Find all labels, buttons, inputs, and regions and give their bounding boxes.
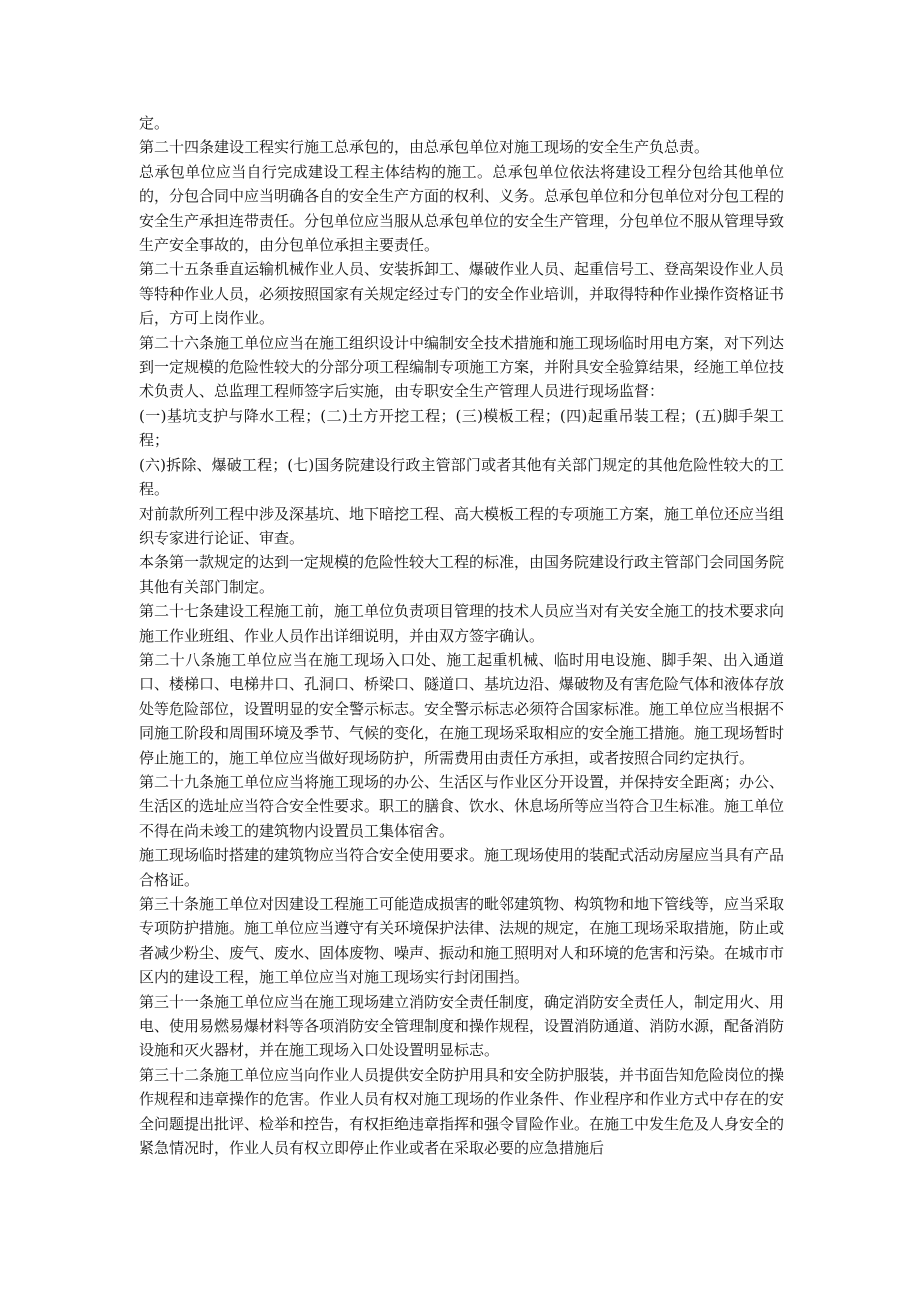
paragraph-list-items-6-7: (六)拆除、爆破工程；(七)国务院建设行政主管部门或者其他有关部门规定的其他危险性较大的工程。 <box>139 455 784 499</box>
paragraph-temporary-buildings: 施工现场临时搭建的建筑物应当符合安全使用要求。施工现场使用的装配式活动房屋应当具有产品合格证。 <box>139 846 785 889</box>
paragraph-article-27: 第二十七条建设工程施工前，施工单位负责项目管理的技术人员应当对有关安全施工的技术要求向施工作业班组、作业人员作出详细说明，并由双方签字确认。 <box>139 602 785 645</box>
paragraph-article-29: 第二十九条施工单位应当将施工现场的办公、生活区与作业区分开设置，并保持安全距离；办公、生活区的选址应当符合安全性要求。职工的膳食、饮水、休息场所等应当符合卫生标准。施工单位不得在尚未竣工的建筑物内设置员工集体宿舍。 <box>139 772 785 840</box>
paragraph-continuation: 定。 <box>139 114 170 132</box>
paragraph-article-25: 第二十五条垂直运输机械作业人员、安装拆卸工、爆破作业人员、起重信号工、登高架设作业人员等特种作业人员，必须按照国家有关规定经过专门的安全作业培训，并取得特种作业操作资格证书后，方可上岗作业。 <box>139 260 785 328</box>
paragraph-list-items-1-5: (一)基坑支护与降水工程；(二)土方开挖工程；(三)模板工程；(四)起重吊装工程；(五)脚手架工程； <box>139 406 784 450</box>
document-page <box>139 111 784 1160</box>
paragraph-article-30: 第三十条施工单位对因建设工程施工可能造成损害的毗邻建筑物、构筑物和地下管线等，应当采取专项防护措施。施工单位应当遵守有关环境保护法律、法规的规定，在施工现场采取措施，防止或者减少粉尘、废气、废水、固体废物、噪声、振动和施工照明对人和环境的危害和污染。在城市市区内的建设工程，施工单位应当对施工现场实行封闭围挡。 <box>139 895 785 987</box>
paragraph-general-contractor: 总承包单位应当自行完成建设工程主体结构的施工。总承包单位依法将建设工程分包给其他单位的，分包合同中应当明确各自的安全生产方面的权利、义务。总承包单位和分包单位对分包工程的安全生产承担连带责任。分包单位应当服从总承包单位的安全生产管理，分包单位不服从管理导致生产安全事故的，由分包单位承担主要责任。 <box>139 162 785 255</box>
paragraph-standard-setting: 本条第一款规定的达到一定规模的危险性较大工程的标准，由国务院建设行政主管部门会同国务院其他有关部门制定。 <box>139 553 785 596</box>
paragraph-article-32: 第三十二条施工单位应当向作业人员提供安全防护用具和安全防护服装，并书面告知危险岗位的操作规程和违章操作的危害。作业人员有权对施工现场的作业条件、作业程序和作业方式中存在的安全问题提出批评、检举和控告，有权拒绝违章指挥和强令冒险作业。在施工中发生危及人身安全的紧急情况时，作业人员有权立即停止作业或者在采取必要的应急措施后 <box>139 1065 785 1158</box>
paragraph-article-26: 第二十六条施工单位应当在施工组织设计中编制安全技术措施和施工现场临时用电方案，对下列达到一定规模的危险性较大的分部分项工程编制专项施工方案，并附具安全验算结果，经施工单位技术负责人、总监理工程师签字后实施，由专职安全生产管理人员进行现场监督： <box>139 333 785 401</box>
paragraph-article-31: 第三十一条施工单位应当在施工现场建立消防安全责任制度，确定消防安全责任人，制定用火、用电、使用易燃易爆材料等各项消防安全管理制度和操作规程，设置消防通道、消防水源，配备消防设施和灭火器材，并在施工现场入口处设置明显标志。 <box>139 992 785 1060</box>
paragraph-article-24: 第二十四条建设工程实行施工总承包的，由总承包单位对施工现场的安全生产负总责。 <box>139 138 710 157</box>
paragraph-article-28: 第二十八条施工单位应当在施工现场入口处、施工起重机械、临时用电设施、脚手架、出入通道口、楼梯口、电梯井口、孔洞口、桥梁口、隧道口、基坑边沿、爆破物及有害危险气体和液体存放处等危险部位，设置明显的安全警示标志。安全警示标志必须符合国家标准。施工单位应当根据不同施工阶段和周围环境及季节、气候的变化，在施工现场采取相应的安全施工措施。施工现场暂时停止施工的，施工单位应当做好现场防护，所需费用由责任方承担，或者按照合同约定执行。 <box>139 650 785 767</box>
paragraph-expert-review: 对前款所列工程中涉及深基坑、地下暗挖工程、高大模板工程的专项施工方案，施工单位还应当组织专家进行论证、审查。 <box>139 504 785 547</box>
